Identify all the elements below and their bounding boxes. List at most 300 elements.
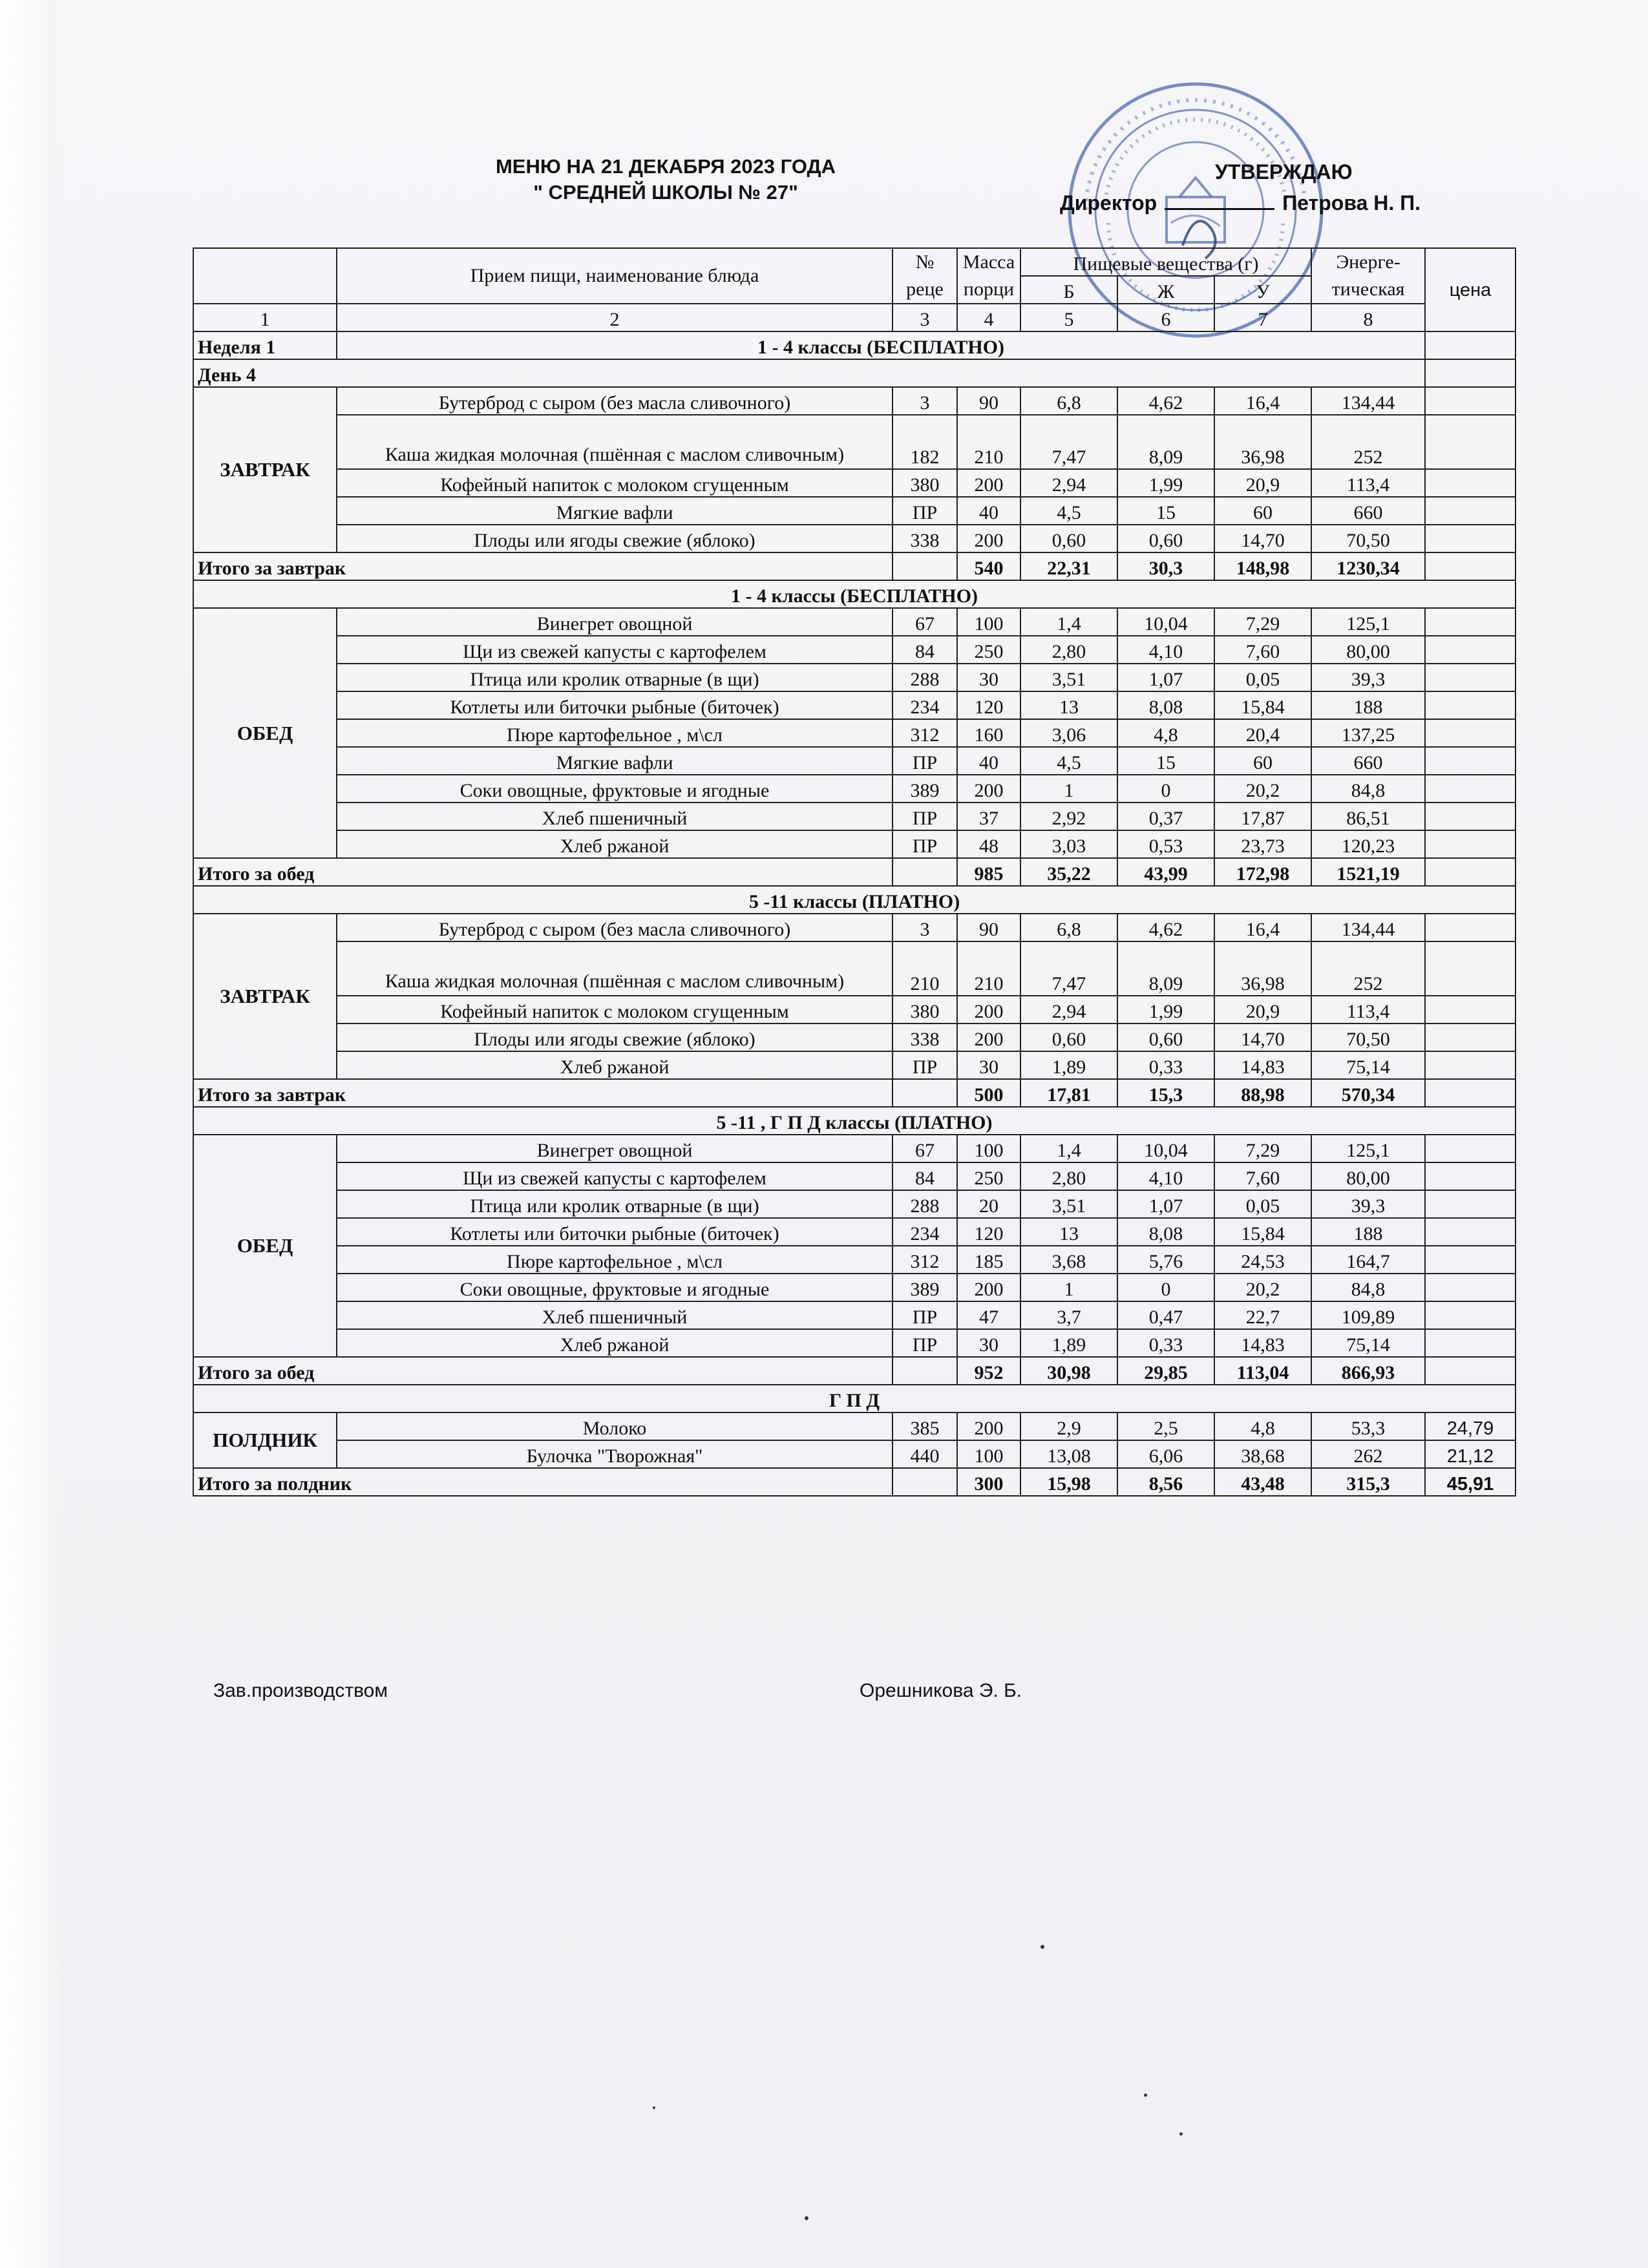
dish-price — [1425, 747, 1516, 775]
dish-price — [1425, 415, 1516, 469]
dish-mass: 120 — [957, 691, 1020, 719]
dish-u: 0,05 — [1214, 1190, 1311, 1218]
total-zh: 15,3 — [1117, 1079, 1214, 1107]
total-label: Итого за полдник — [193, 1468, 893, 1496]
dish-b: 3,06 — [1020, 719, 1117, 747]
dish-name: Хлеб ржаной — [337, 1051, 893, 1079]
dish-e: 660 — [1311, 497, 1425, 525]
dish-mass: 40 — [957, 747, 1020, 775]
dish-price — [1425, 803, 1516, 830]
total-label: Итого за завтрак — [193, 1079, 893, 1107]
dish-row — [193, 1218, 1516, 1246]
dish-zh: 10,04 — [1117, 608, 1214, 636]
dish-rec: 385 — [893, 1412, 957, 1440]
dish-rec: 234 — [893, 691, 957, 719]
dish-u: 17,87 — [1214, 803, 1311, 830]
meal-name: ЗАВТРАК — [193, 387, 337, 552]
dish-row — [193, 469, 1516, 497]
total-e: 315,3 — [1311, 1468, 1425, 1496]
dish-u: 24,53 — [1214, 1246, 1311, 1274]
dish-b: 2,94 — [1020, 996, 1117, 1024]
dish-b: 1,4 — [1020, 608, 1117, 636]
dish-u: 14,83 — [1214, 1051, 1311, 1079]
dish-rec: 312 — [893, 1246, 957, 1274]
dish-row — [193, 747, 1516, 775]
dish-zh: 4,62 — [1117, 914, 1214, 941]
title-line-1: МЕНЮ НА 21 ДЕКАБРЯ 2023 ГОДА — [495, 155, 836, 178]
dish-mass: 200 — [957, 775, 1020, 803]
dish-u: 7,29 — [1214, 1135, 1311, 1162]
dish-zh: 0,60 — [1117, 1024, 1214, 1051]
meal-name: ОБЕД — [193, 1135, 337, 1357]
dish-zh: 8,08 — [1117, 1218, 1214, 1246]
total-u: 43,48 — [1214, 1468, 1311, 1496]
dish-b: 7,47 — [1020, 941, 1117, 996]
dish-b: 4,5 — [1020, 497, 1117, 525]
total-row — [193, 1079, 1516, 1107]
dish-rec: 380 — [893, 996, 957, 1024]
dish-u: 7,60 — [1214, 636, 1311, 664]
col-number: 2 — [337, 304, 893, 331]
menu-table-body — [193, 248, 1516, 1496]
total-price — [1425, 1357, 1516, 1385]
day-label: День 4 — [193, 359, 1425, 387]
dish-b: 13 — [1020, 1218, 1117, 1246]
dish-mass: 48 — [957, 830, 1020, 858]
dish-mass: 210 — [957, 415, 1020, 469]
dish-b: 2,80 — [1020, 636, 1117, 664]
dish-e: 70,50 — [1311, 525, 1425, 552]
production-manager-label: Зав.производством — [213, 1680, 388, 1701]
dish-e: 84,8 — [1311, 775, 1425, 803]
meal-name: ПОЛДНИК — [193, 1412, 337, 1468]
dish-e: 660 — [1311, 747, 1425, 775]
dish-zh: 0,37 — [1117, 803, 1214, 830]
dish-mass: 90 — [957, 387, 1020, 415]
header-nutrients: Пищевые вещества (г) — [1020, 248, 1311, 276]
dish-name: Кофейный напиток с молоком сгущенным — [337, 996, 893, 1024]
dish-name: Пюре картофельное , м\сл — [337, 1246, 893, 1274]
dish-zh: 8,09 — [1117, 941, 1214, 996]
dish-b: 1,89 — [1020, 1329, 1117, 1357]
dish-rec: 3 — [893, 914, 957, 941]
total-label: Итого за обед — [193, 858, 893, 886]
director-label: Директор — [1060, 191, 1157, 215]
header-mass: Масса порци — [957, 248, 1020, 304]
header-blank-cell — [193, 248, 337, 304]
dish-mass: 20 — [957, 1190, 1020, 1218]
dish-zh: 1,99 — [1117, 996, 1214, 1024]
dish-zh: 8,08 — [1117, 691, 1214, 719]
dish-rec: 84 — [893, 1162, 957, 1190]
dish-mass: 30 — [957, 1329, 1020, 1357]
dish-u: 20,2 — [1214, 1274, 1311, 1301]
dish-u: 7,29 — [1214, 608, 1311, 636]
price-blank — [1425, 359, 1516, 387]
dish-mass: 160 — [957, 719, 1020, 747]
dish-b: 2,92 — [1020, 803, 1117, 830]
total-u: 88,98 — [1214, 1079, 1311, 1107]
dish-u: 36,98 — [1214, 941, 1311, 996]
dish-e: 137,25 — [1311, 719, 1425, 747]
dish-u: 60 — [1214, 497, 1311, 525]
dish-row — [193, 415, 1516, 469]
dish-b: 2,80 — [1020, 1162, 1117, 1190]
dish-price — [1425, 775, 1516, 803]
dish-row — [193, 775, 1516, 803]
dish-zh: 1,07 — [1117, 1190, 1214, 1218]
dish-b: 3,51 — [1020, 664, 1117, 691]
dish-price — [1425, 469, 1516, 497]
dish-e: 53,3 — [1311, 1412, 1425, 1440]
dish-e: 134,44 — [1311, 914, 1425, 941]
dish-u: 20,4 — [1214, 719, 1311, 747]
dish-mass: 200 — [957, 1274, 1020, 1301]
header-row-numbers — [193, 304, 1516, 331]
dish-zh: 8,09 — [1117, 415, 1214, 469]
dish-row — [193, 497, 1516, 525]
dish-price — [1425, 1246, 1516, 1274]
dish-e: 86,51 — [1311, 803, 1425, 830]
dish-rec: 84 — [893, 636, 957, 664]
section-row — [193, 886, 1516, 914]
dish-b: 6,8 — [1020, 387, 1117, 415]
title-line-2: " СРЕДНЕЙ ШКОЛЫ № 27" — [533, 181, 798, 204]
section-label: 1 - 4 классы (БЕСПЛАТНО) — [193, 580, 1516, 608]
dish-zh: 4,8 — [1117, 719, 1214, 747]
dish-row — [193, 830, 1516, 858]
dish-b: 2,9 — [1020, 1412, 1117, 1440]
dish-rec: 338 — [893, 1024, 957, 1051]
dish-zh: 10,04 — [1117, 1135, 1214, 1162]
total-mass: 500 — [957, 1079, 1020, 1107]
dish-name: Пюре картофельное , м\сл — [337, 719, 893, 747]
dish-e: 80,00 — [1311, 636, 1425, 664]
dish-name: Соки овощные, фруктовые и ягодные — [337, 1274, 893, 1301]
scan-speck — [1041, 1945, 1044, 1949]
header-price: цена — [1425, 248, 1516, 331]
dish-row — [193, 1135, 1516, 1162]
total-e: 1521,19 — [1311, 858, 1425, 886]
dish-name: Соки овощные, фруктовые и ягодные — [337, 775, 893, 803]
dish-price — [1425, 1274, 1516, 1301]
dish-name: Булочка "Творожная" — [337, 1440, 893, 1468]
dish-zh: 2,5 — [1117, 1412, 1214, 1440]
dish-price — [1425, 608, 1516, 636]
dish-b: 13 — [1020, 691, 1117, 719]
dish-price — [1425, 1135, 1516, 1162]
dish-u: 14,83 — [1214, 1329, 1311, 1357]
dish-row — [193, 1274, 1516, 1301]
dish-b: 3,7 — [1020, 1301, 1117, 1329]
week-row — [193, 331, 1516, 359]
day-row — [193, 359, 1516, 387]
total-b: 30,98 — [1020, 1357, 1117, 1385]
dish-name: Каша жидкая молочная (пшённая с маслом сливочным) — [337, 415, 893, 469]
dish-u: 36,98 — [1214, 415, 1311, 469]
dish-e: 188 — [1311, 691, 1425, 719]
total-price — [1425, 1079, 1516, 1107]
dish-b: 1 — [1020, 1274, 1117, 1301]
dish-row — [193, 803, 1516, 830]
dish-name: Птица или кролик отварные (в щи) — [337, 664, 893, 691]
dish-row — [193, 1024, 1516, 1051]
dish-zh: 0,47 — [1117, 1301, 1214, 1329]
dish-u: 38,68 — [1214, 1440, 1311, 1468]
dish-mass: 37 — [957, 803, 1020, 830]
scan-speck — [805, 2216, 808, 2220]
total-mass: 300 — [957, 1468, 1020, 1496]
dish-row — [193, 914, 1516, 941]
total-u: 148,98 — [1214, 552, 1311, 580]
dish-mass: 100 — [957, 1440, 1020, 1468]
dish-b: 4,5 — [1020, 747, 1117, 775]
col-number: 8 — [1311, 304, 1425, 331]
total-u: 172,98 — [1214, 858, 1311, 886]
page-title — [388, 154, 944, 205]
dish-b: 6,8 — [1020, 914, 1117, 941]
col-number: 4 — [957, 304, 1020, 331]
scan-edge — [0, 0, 58, 2268]
dish-name: Бутерброд с сыром (без масла сливочного) — [337, 914, 893, 941]
total-blank — [893, 1079, 957, 1107]
header-energy: Энерге-тическая — [1311, 248, 1425, 304]
production-manager-name: Орешникова Э. Б. — [860, 1680, 1022, 1701]
dish-u: 60 — [1214, 747, 1311, 775]
dish-e: 125,1 — [1311, 608, 1425, 636]
dish-row — [193, 1329, 1516, 1357]
dish-u: 14,70 — [1214, 525, 1311, 552]
dish-zh: 0,33 — [1117, 1329, 1214, 1357]
total-blank — [893, 858, 957, 886]
dish-mass: 185 — [957, 1246, 1020, 1274]
total-zh: 30,3 — [1117, 552, 1214, 580]
section-label: 5 -11 , Г П Д классы (ПЛАТНО) — [193, 1107, 1516, 1135]
scan-speck — [1144, 2094, 1147, 2097]
dish-zh: 0 — [1117, 1274, 1214, 1301]
total-b: 35,22 — [1020, 858, 1117, 886]
dish-rec: 288 — [893, 664, 957, 691]
dish-rec: ПР — [893, 803, 957, 830]
dish-name: Хлеб ржаной — [337, 1329, 893, 1357]
total-row — [193, 1357, 1516, 1385]
dish-rec: 389 — [893, 775, 957, 803]
dish-name: Щи из свежей капусты с картофелем — [337, 1162, 893, 1190]
dish-rec: 288 — [893, 1190, 957, 1218]
dish-u: 15,84 — [1214, 1218, 1311, 1246]
dish-u: 20,9 — [1214, 469, 1311, 497]
header-dish: Прием пищи, наименование блюда — [337, 248, 893, 304]
dish-row — [193, 664, 1516, 691]
dish-rec: ПР — [893, 1301, 957, 1329]
dish-mass: 100 — [957, 608, 1020, 636]
dish-name: Винегрет овощной — [337, 1135, 893, 1162]
total-zh: 29,85 — [1117, 1357, 1214, 1385]
dish-price — [1425, 1218, 1516, 1246]
meal-name: ОБЕД — [193, 608, 337, 858]
dish-row — [193, 1190, 1516, 1218]
dish-u: 7,60 — [1214, 1162, 1311, 1190]
dish-e: 39,3 — [1311, 664, 1425, 691]
dish-rec: 210 — [893, 941, 957, 996]
dish-price — [1425, 1051, 1516, 1079]
section-row — [193, 1385, 1516, 1412]
header-row-1 — [193, 248, 1516, 276]
dish-name: Птица или кролик отварные (в щи) — [337, 1190, 893, 1218]
dish-u: 16,4 — [1214, 914, 1311, 941]
dish-row — [193, 941, 1516, 996]
dish-b: 3,68 — [1020, 1246, 1117, 1274]
col-number: 6 — [1117, 304, 1214, 331]
dish-b: 1 — [1020, 775, 1117, 803]
dish-name: Винегрет овощной — [337, 608, 893, 636]
dish-u: 20,2 — [1214, 775, 1311, 803]
dish-price: 21,12 — [1425, 1440, 1516, 1468]
director-name: Петрова Н. П. — [1282, 191, 1421, 215]
section-label: 1 - 4 классы (БЕСПЛАТНО) — [337, 331, 1425, 359]
dish-zh: 15 — [1117, 747, 1214, 775]
dish-price — [1425, 1190, 1516, 1218]
dish-zh: 1,07 — [1117, 664, 1214, 691]
col-number: 1 — [193, 304, 337, 331]
dish-zh: 0,33 — [1117, 1051, 1214, 1079]
dish-b: 7,47 — [1020, 415, 1117, 469]
dish-mass: 200 — [957, 1024, 1020, 1051]
dish-mass: 200 — [957, 525, 1020, 552]
dish-mass: 200 — [957, 469, 1020, 497]
total-b: 15,98 — [1020, 1468, 1117, 1496]
dish-e: 113,4 — [1311, 469, 1425, 497]
dish-name: Щи из свежей капусты с картофелем — [337, 636, 893, 664]
dish-zh: 4,62 — [1117, 387, 1214, 415]
dish-mass: 30 — [957, 664, 1020, 691]
dish-u: 15,84 — [1214, 691, 1311, 719]
dish-price — [1425, 1301, 1516, 1329]
total-mass: 540 — [957, 552, 1020, 580]
dish-mass: 250 — [957, 1162, 1020, 1190]
dish-u: 23,73 — [1214, 830, 1311, 858]
dish-price — [1425, 497, 1516, 525]
dish-rec: 234 — [893, 1218, 957, 1246]
dish-row — [193, 719, 1516, 747]
dish-e: 84,8 — [1311, 1274, 1425, 1301]
total-blank — [893, 552, 957, 580]
dish-mass: 250 — [957, 636, 1020, 664]
col-number: 7 — [1214, 304, 1311, 331]
dish-price — [1425, 1024, 1516, 1051]
dish-name: Хлеб пшеничный — [337, 803, 893, 830]
dish-e: 39,3 — [1311, 1190, 1425, 1218]
dish-rec: ПР — [893, 747, 957, 775]
dish-row — [193, 691, 1516, 719]
dish-b: 0,60 — [1020, 1024, 1117, 1051]
section-row — [193, 580, 1516, 608]
dish-row — [193, 1246, 1516, 1274]
dish-e: 134,44 — [1311, 387, 1425, 415]
dish-e: 125,1 — [1311, 1135, 1425, 1162]
dish-zh: 4,10 — [1117, 636, 1214, 664]
dish-rec: 67 — [893, 608, 957, 636]
dish-price — [1425, 691, 1516, 719]
dish-mass: 90 — [957, 914, 1020, 941]
dish-rec: ПР — [893, 497, 957, 525]
dish-e: 252 — [1311, 415, 1425, 469]
dish-price — [1425, 719, 1516, 747]
total-row — [193, 552, 1516, 580]
dish-name: Кофейный напиток с молоком сгущенным — [337, 469, 893, 497]
total-blank — [893, 1468, 957, 1496]
total-mass: 985 — [957, 858, 1020, 886]
director-approval-line — [1060, 191, 1421, 215]
dish-price — [1425, 636, 1516, 664]
dish-row — [193, 608, 1516, 636]
dish-price — [1425, 830, 1516, 858]
dish-rec: 182 — [893, 415, 957, 469]
total-b: 22,31 — [1020, 552, 1117, 580]
total-zh: 8,56 — [1117, 1468, 1214, 1496]
dish-row — [193, 387, 1516, 415]
dish-e: 113,4 — [1311, 996, 1425, 1024]
dish-b: 3,51 — [1020, 1190, 1117, 1218]
dish-rec: ПР — [893, 830, 957, 858]
total-mass: 952 — [957, 1357, 1020, 1385]
dish-u: 4,8 — [1214, 1412, 1311, 1440]
dish-zh: 0 — [1117, 775, 1214, 803]
dish-b: 13,08 — [1020, 1440, 1117, 1468]
dish-e: 75,14 — [1311, 1051, 1425, 1079]
dish-zh: 0,60 — [1117, 525, 1214, 552]
scan-speck — [653, 2106, 655, 2109]
price-blank — [1425, 331, 1516, 359]
col-number: 5 — [1020, 304, 1117, 331]
dish-price: 24,79 — [1425, 1412, 1516, 1440]
dish-name: Хлеб ржаной — [337, 830, 893, 858]
dish-rec: 380 — [893, 469, 957, 497]
dish-zh: 15 — [1117, 497, 1214, 525]
dish-mass: 120 — [957, 1218, 1020, 1246]
dish-name: Мягкие вафли — [337, 497, 893, 525]
dish-price — [1425, 525, 1516, 552]
dish-b: 0,60 — [1020, 525, 1117, 552]
dish-b: 3,03 — [1020, 830, 1117, 858]
dish-e: 109,89 — [1311, 1301, 1425, 1329]
scan-speck — [1179, 2132, 1183, 2136]
total-row — [193, 858, 1516, 886]
dish-b: 1,4 — [1020, 1135, 1117, 1162]
dish-name: Котлеты или биточки рыбные (биточек) — [337, 691, 893, 719]
dish-row — [193, 1162, 1516, 1190]
dish-row — [193, 636, 1516, 664]
dish-price — [1425, 387, 1516, 415]
dish-rec: 440 — [893, 1440, 957, 1468]
dish-e: 164,7 — [1311, 1246, 1425, 1274]
dish-rec: 3 — [893, 387, 957, 415]
dish-mass: 200 — [957, 996, 1020, 1024]
dish-name: Котлеты или биточки рыбные (биточек) — [337, 1218, 893, 1246]
total-b: 17,81 — [1020, 1079, 1117, 1107]
dish-name: Плоды или ягоды свежие (яблоко) — [337, 1024, 893, 1051]
dish-u: 14,70 — [1214, 1024, 1311, 1051]
dish-b: 1,89 — [1020, 1051, 1117, 1079]
header-recipe: № реце — [893, 248, 957, 304]
dish-price — [1425, 996, 1516, 1024]
total-label: Итого за завтрак — [193, 552, 893, 580]
dish-rec: 67 — [893, 1135, 957, 1162]
dish-row — [193, 1412, 1516, 1440]
dish-name: Молоко — [337, 1412, 893, 1440]
week-label: Неделя 1 — [193, 331, 337, 359]
dish-u: 0,05 — [1214, 664, 1311, 691]
